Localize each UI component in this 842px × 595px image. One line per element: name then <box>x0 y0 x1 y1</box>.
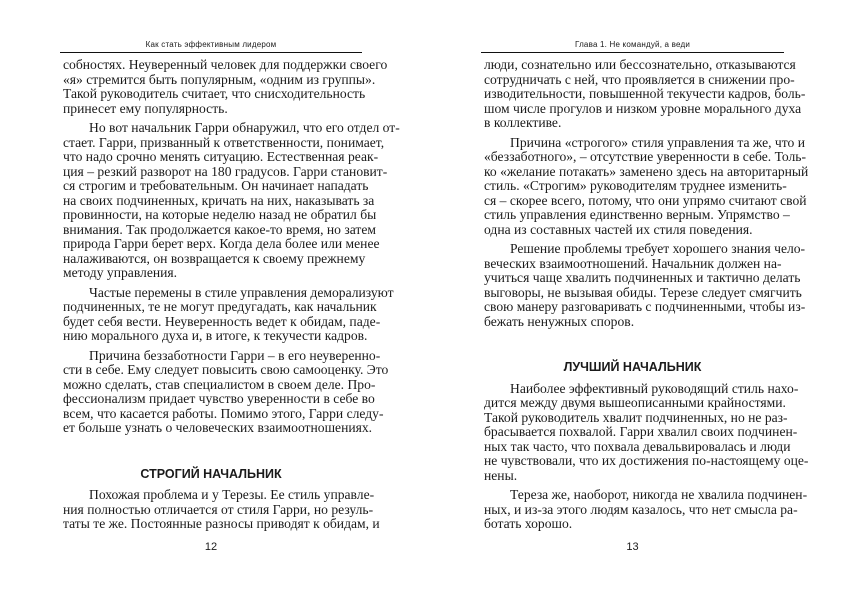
text-line: методу управления. <box>63 265 178 280</box>
paragraph <box>63 120 400 281</box>
page-body <box>484 57 809 537</box>
text-block <box>63 487 380 532</box>
text-line: ко «желание потакать» заменено здесь на авторитарный <box>484 163 809 179</box>
text-line: природа Гарри берет верх. Когда дела более или менее <box>63 236 380 251</box>
paragraph <box>484 487 808 532</box>
text-line: налаживаются, он возвращается к своему прежнему <box>63 250 366 266</box>
paragraph <box>63 57 388 116</box>
header-rule <box>481 52 784 53</box>
paragraph <box>484 241 806 329</box>
right-page <box>484 0 809 595</box>
text-line: нены. <box>484 467 518 483</box>
text-line: таты те же. Постоянные разносы приводят к обидам, и <box>63 516 380 531</box>
text-line: ция – резкий разворот на 180 градусов. Гарри становит- <box>63 163 388 179</box>
text-line: Похожая проблема и у Терезы. Ее стиль управле- <box>89 487 375 502</box>
text-line: внимания. Так продолжается какое-то время, но затем <box>63 221 376 237</box>
text-block <box>484 380 809 532</box>
text-line: принесет ему популярность. <box>63 100 228 116</box>
text-line: стает. Гарри, призванный к ответственности, понимает, <box>63 134 385 150</box>
text-line: «беззаботного», – отсутствие уверенности в себе. Толь- <box>484 149 806 164</box>
text-line: Причина беззаботности Гарри – в его неувереннo- <box>89 347 381 363</box>
text-line: провинности, на которые неделю назад не обратил бы <box>63 207 377 222</box>
text-line: можно сделать, став специалистом в своем деле. Про- <box>63 376 376 392</box>
text-line: учиться чаще хвалить подчиненных и тактично делать <box>484 270 801 285</box>
text-line: Наиболее эффективный руководящий стиль нахо- <box>510 380 799 396</box>
text-line: сотрудничать с ней, что проявляется в снижении про- <box>484 71 795 87</box>
text-line: фессионализм придает чувство уверенности в себе во <box>63 391 375 406</box>
text-line: люди, сознательно или бессознательно, отказываются <box>484 57 796 72</box>
page-body <box>63 57 400 537</box>
text-line: в коллективе. <box>484 115 562 130</box>
text-line: изводительности, повышенной текучести кадров, боль- <box>484 86 806 101</box>
text-line: ных так часто, что похвала девальвировалась и люди <box>484 438 791 454</box>
paragraph <box>63 487 380 532</box>
text-line: дится между двумя вышеописанными крайностями. <box>484 395 786 410</box>
paragraph <box>484 380 809 484</box>
text-line: ных, и из-за этого людям казалось, что нет смысла ра- <box>484 501 798 517</box>
text-line: Тереза же, наоборот, никогда не хвалила подчинен- <box>510 487 808 502</box>
text-line: ся – скорее всего, потому, что они упрямо считают свой <box>484 192 807 208</box>
text-line: одна из составных частей их стиля поведения. <box>484 221 753 237</box>
text-line: будет себя вести. Неуверенность ведет к обидам, паде- <box>63 313 381 329</box>
text-line: веческих взаимоотношений. Начальник должен на- <box>484 255 782 271</box>
text-line: ния полностью отличается от стиля Гарри, но резуль- <box>63 501 374 517</box>
left-page <box>63 0 400 595</box>
paragraph <box>484 57 806 131</box>
text-line: нию морального духа и, в итоге, к текучести кадров. <box>63 328 368 343</box>
text-line: что надо срочно менять ситуацию. Естественная реак- <box>63 149 379 164</box>
text-line: «я» стремится быть популярным, «одним из группы». <box>63 71 376 87</box>
text-line: свою манеру разговаривать с подчиненными, чтобы из- <box>484 299 806 314</box>
text-line: стиль управления единственно верным. Упрямство – <box>484 207 790 222</box>
text-line: Такой руководитель считает, что снисходительность <box>63 86 366 101</box>
text-line: не чувствовали, что их достижения по-настоящему оце- <box>484 453 809 468</box>
section-heading: ЛУЧШИЙ НАЧАЛЬНИК <box>563 360 702 374</box>
text-line: ся строгим и требовательным. Он начинает нападать <box>63 178 369 193</box>
text-line: Причина «строгого» стиля управления та же, что и <box>510 134 805 150</box>
text-line: Но вот начальник Гарри обнаружил, что его отдел от- <box>89 120 400 135</box>
section-heading: СТРОГИЙ НАЧАЛЬНИК <box>140 466 282 481</box>
running-header: Как стать эффективным лидером <box>145 40 277 49</box>
text-line: ботать хорошо. <box>484 516 573 531</box>
text-line: сти в себе. Ему следует повысить свою самооценку. Это <box>63 362 389 377</box>
text-line: Такой руководитель хвалит подчиненных, но не раз- <box>484 409 788 425</box>
text-line: на своих подчиненных, кричать на них, наказывать за <box>63 192 375 208</box>
page-number: 12 <box>204 541 218 553</box>
text-line: всем, что касается работы. Помимо этого, Гарри следу- <box>63 405 384 421</box>
text-line: ет больше узнать о человеческих взаимоотношениях. <box>63 420 373 435</box>
text-line: Частые перемены в стиле управления деморализуют <box>89 284 394 300</box>
page-number: 13 <box>626 541 639 553</box>
text-line: стиль. «Строгим» руководителям труднее изменить- <box>484 178 787 193</box>
text-block <box>484 57 809 329</box>
text-line: подчиненных, те не могут предугадать, как начальник <box>63 299 377 314</box>
running-header: Глава 1. Не командуй, а веди <box>574 40 690 49</box>
text-line: выговоры, не вызывая обиды. Терезе следует смягчить <box>484 284 802 300</box>
text-line: собностях. Неуверенный человек для поддержки своего <box>63 57 388 72</box>
text-line: Решение проблемы требует хорошего знания чело- <box>510 241 806 256</box>
paragraph <box>63 347 389 436</box>
text-line: бежать ненужных споров. <box>484 313 635 329</box>
paragraph <box>63 284 394 344</box>
text-block <box>63 57 400 436</box>
text-line: шом числе прогулов и низком уровне морального духа <box>484 100 802 116</box>
paragraph <box>484 134 809 238</box>
header-rule <box>60 52 362 53</box>
text-line: брасывается похвалой. Гарри хвалил своих подчинен- <box>484 424 798 439</box>
